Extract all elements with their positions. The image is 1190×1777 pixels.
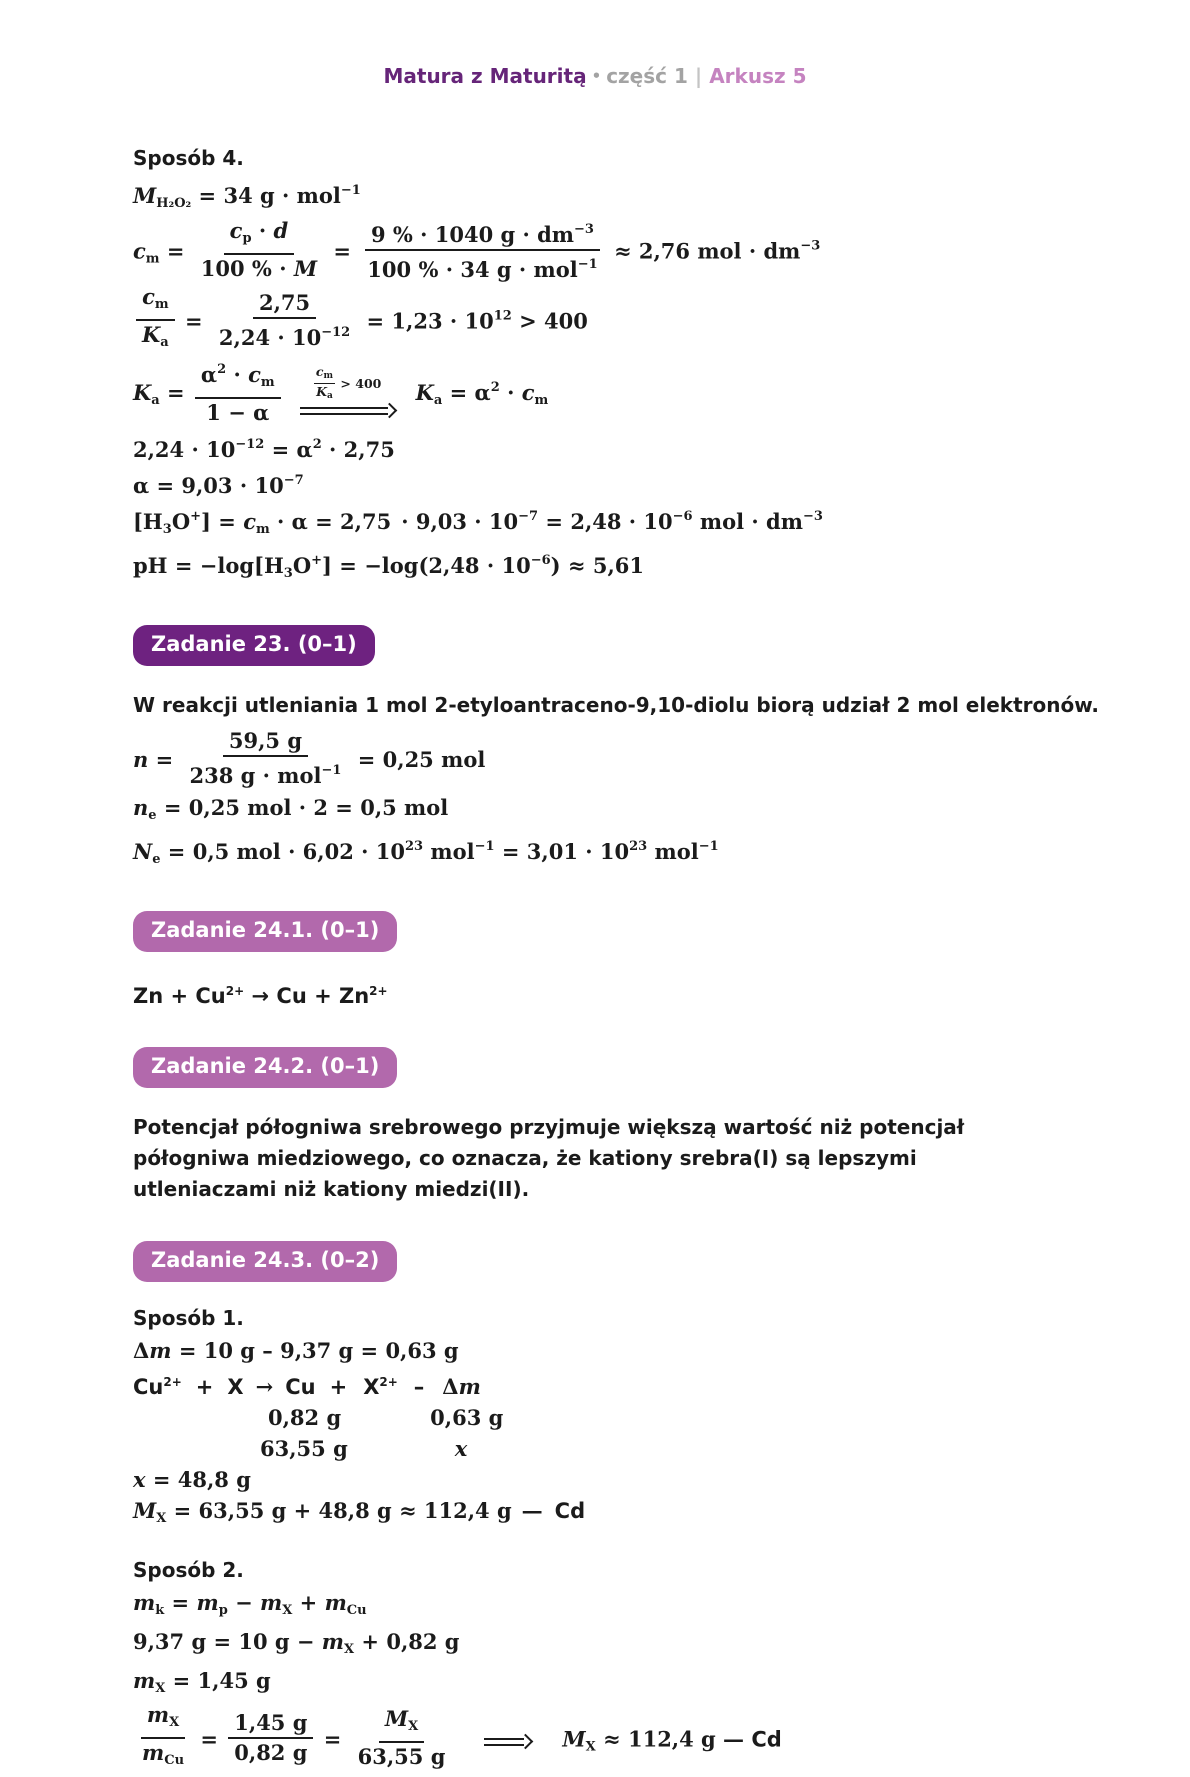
- fraction: [195, 357, 281, 426]
- fraction-numerator: [224, 218, 295, 255]
- fraction-numerator: [253, 290, 316, 319]
- math-subscript: 3: [283, 566, 293, 581]
- chem-text: +: [195, 1375, 214, 1399]
- math-block: [133, 728, 1100, 875]
- math-subscript: X: [585, 1739, 596, 1755]
- fraction-numerator: [141, 1702, 185, 1739]
- math-variable: K: [316, 384, 328, 399]
- math-block: [133, 176, 1100, 589]
- header-sheet-label: Arkusz 5: [709, 64, 807, 88]
- math-text: > 400: [336, 375, 382, 391]
- math-subscript: X: [169, 1715, 180, 1730]
- fraction: [213, 290, 356, 351]
- math-subscript: p: [218, 1603, 228, 1618]
- chem-text: +: [329, 1375, 348, 1399]
- fraction-denominator: [195, 255, 323, 282]
- math-text: −: [227, 1590, 261, 1615]
- math-text: 100 % · 34 g · mol: [367, 257, 578, 282]
- math-text: · 9,03 · 10: [401, 509, 519, 534]
- math-variable: m: [142, 1740, 165, 1765]
- math-text: = 3,01 · 10: [494, 839, 630, 864]
- math-subscript: k: [155, 1603, 165, 1618]
- fraction-denominator: [361, 251, 603, 283]
- math-variable: c: [521, 380, 535, 405]
- math-variable: M: [133, 1498, 157, 1523]
- math-superscript: +: [311, 553, 323, 568]
- math-text: O: [171, 509, 191, 534]
- math-superscript: −7: [283, 473, 304, 488]
- math-text: ·: [251, 218, 274, 243]
- math-text: Δ: [442, 1374, 459, 1399]
- math-text: = 0,25 mol · 2 = 0,5 mol: [156, 795, 449, 820]
- fraction: [184, 728, 348, 789]
- fraction-denominator: [314, 384, 335, 402]
- math-text: 1 − α: [206, 400, 270, 425]
- math-variable: c: [243, 509, 256, 534]
- math-text: 2,24 · 10: [218, 324, 322, 350]
- math-variable: K: [142, 322, 161, 347]
- math-text: = α: [264, 437, 313, 462]
- math-text: 9,37 g = 10 g −: [133, 1629, 322, 1654]
- math-variable: c: [248, 362, 261, 387]
- math-variable: m: [321, 1629, 345, 1654]
- math-text: mol · dm: [692, 509, 803, 534]
- math-subscript: X: [344, 1642, 355, 1657]
- math-line: [133, 1403, 1100, 1433]
- math-superscript: −3: [574, 222, 594, 237]
- header-pipe-divider: |: [694, 64, 703, 88]
- fraction-denominator: [136, 321, 175, 356]
- math-variable: x: [133, 1467, 146, 1492]
- task-badge: Zadanie 23. (0–1): [133, 625, 375, 666]
- method-heading: Sposób 4.: [133, 146, 244, 170]
- fraction-numerator: [195, 357, 281, 399]
- math-text: 59,5 g: [228, 728, 303, 753]
- math-subscript: a: [151, 393, 160, 408]
- math-text: 238 g · mol: [189, 763, 322, 788]
- math-text: = 10 g – 9,37 g = 0,63 g: [171, 1338, 459, 1363]
- math-text: · 2,75: [321, 437, 395, 462]
- math-text: ·: [499, 380, 522, 405]
- page-header: [0, 0, 1190, 88]
- math-superscript: −12: [321, 324, 351, 340]
- fraction: [314, 365, 335, 402]
- math-subscript: e: [148, 808, 157, 823]
- math-line: [133, 832, 1100, 875]
- math-line: [133, 430, 1100, 465]
- math-text: = 2,48 · 10: [538, 509, 673, 534]
- math-line: [133, 360, 1100, 429]
- math-text: = 1,45 g: [165, 1668, 271, 1693]
- math-line: [133, 793, 1100, 831]
- math-variable: M: [133, 183, 157, 208]
- chem-text: –: [413, 1375, 425, 1399]
- math-line: [133, 1336, 1100, 1366]
- chem-text: Cd: [554, 1499, 586, 1523]
- math-text: = 0,5 mol · 6,02 · 10: [160, 839, 405, 864]
- math-superscript: +: [190, 509, 202, 524]
- math-variable: c: [229, 218, 243, 243]
- math-text: α: [200, 362, 218, 387]
- math-line: [133, 1465, 1100, 1495]
- header-bullet-separator: •: [591, 67, 602, 85]
- math-subscript: a: [327, 391, 333, 401]
- math-superscript: −1: [577, 257, 598, 272]
- math-text: =: [159, 380, 192, 405]
- math-text: = 0,25 mol: [350, 747, 486, 772]
- paragraph: W reakcji utleniania 1 mol 2-etyloantraceno-9,10-diolu biorą udział 2 mol elektronów.: [133, 693, 1100, 717]
- math-variable: K: [415, 380, 434, 405]
- math-superscript: 2: [217, 362, 227, 377]
- math-variable: m: [196, 1590, 219, 1615]
- document-content: [0, 88, 1190, 1777]
- math-text: O: [292, 553, 312, 578]
- math-variable: m: [324, 1590, 347, 1615]
- fraction-denominator: [184, 757, 348, 789]
- math-variable: d: [273, 218, 289, 243]
- math-superscript: −1: [698, 839, 719, 854]
- fraction-denominator: [228, 1739, 313, 1766]
- chem-text: Cu: [285, 1375, 316, 1399]
- math-text: 63,55 g: [260, 1436, 348, 1461]
- implies-arrow-with-condition: [300, 365, 396, 416]
- math-superscript: −12: [235, 437, 265, 452]
- chem-text: Cd: [751, 1727, 782, 1752]
- math-text: ≈ 112,4 g —: [595, 1726, 752, 1752]
- fraction-numerator: [228, 1710, 313, 1739]
- math-variable: m: [133, 1590, 156, 1615]
- math-subscript: a: [433, 393, 443, 408]
- math-text: →: [251, 984, 270, 1008]
- math-variable: m: [458, 1374, 481, 1399]
- math-variable: M: [384, 1706, 409, 1731]
- fraction-numerator: [223, 728, 308, 757]
- math-block: [133, 1588, 1100, 1777]
- math-line: [133, 1627, 1100, 1665]
- paragraph: Potencjał półogniwa srebrowego przyjmuje większą wartość niż potencjał półogniwa miedziowego, co oznacza, że kationy srebra(I) są lepszymi utleniaczami niż kationy miedzi(II).: [133, 1115, 965, 1201]
- math-line: [133, 502, 1100, 545]
- fraction-denominator: [136, 1739, 190, 1774]
- chem-text: Cu + Zn: [269, 984, 370, 1008]
- math-text: =: [326, 238, 359, 264]
- chem-superscript: 2+: [379, 1375, 398, 1389]
- math-line: [133, 1588, 1100, 1626]
- math-text: →: [255, 1374, 274, 1399]
- math-superscript: −3: [802, 509, 823, 524]
- math-text: =: [177, 308, 210, 334]
- math-variable: c: [142, 284, 155, 309]
- math-text: mol: [647, 839, 699, 864]
- math-superscript: −6: [672, 509, 693, 524]
- math-superscript: 12: [493, 308, 512, 324]
- math-variable: m: [146, 1702, 170, 1727]
- math-line: [133, 284, 1100, 359]
- math-line: [133, 546, 1100, 589]
- chem-text: Cu: [133, 1375, 164, 1399]
- math-text: = 1,23 · 10: [359, 308, 494, 334]
- math-text: 100 % ·: [200, 256, 294, 281]
- chem-equation: [133, 976, 1100, 1011]
- math-text: 1,45 g: [234, 1710, 308, 1735]
- task-badge-row: [133, 911, 1100, 952]
- brand-title: Matura z Maturitą: [383, 64, 587, 88]
- math-text: =: [148, 747, 181, 772]
- math-subscript: m: [260, 375, 275, 390]
- math-text: = 48,8 g: [145, 1467, 251, 1492]
- math-text: 9 % · 1040 g · dm: [370, 222, 575, 247]
- fraction-numerator: [136, 284, 175, 321]
- fraction: [352, 1706, 452, 1770]
- task-badge-row: [133, 1047, 1100, 1088]
- chem-text: Zn + Cu: [133, 984, 226, 1008]
- double-arrow-icon: [300, 405, 396, 416]
- math-text: ·: [226, 362, 249, 387]
- math-subscript: X: [155, 1681, 166, 1696]
- math-line: [133, 1702, 1100, 1777]
- fraction-numerator: [365, 217, 600, 251]
- math-line: [133, 220, 1100, 286]
- task-badge: Zadanie 24.3. (0–2): [133, 1241, 397, 1282]
- math-superscript: −7: [518, 509, 539, 524]
- fraction: [136, 1702, 190, 1774]
- fraction: [195, 218, 323, 282]
- math-line: [133, 1367, 1100, 1402]
- method-heading: Sposób 2.: [133, 1558, 244, 1582]
- math-line: [133, 1496, 1100, 1534]
- math-subscript: m: [255, 522, 270, 537]
- math-subscript: a: [160, 335, 169, 350]
- math-block: [133, 1336, 1100, 1534]
- task-badge-row: [133, 625, 1100, 666]
- fraction: [136, 284, 175, 356]
- math-text: 63,55 g: [357, 1744, 446, 1769]
- fraction-denominator: [200, 399, 275, 426]
- math-text: [H: [133, 509, 163, 534]
- math-superscript: 23: [405, 839, 424, 854]
- math-text: —: [521, 1498, 543, 1523]
- fraction-numerator: [314, 365, 335, 384]
- math-subscript: 3: [162, 522, 172, 537]
- math-subscript: H₂O₂: [156, 196, 192, 211]
- math-superscript: −1: [340, 183, 361, 198]
- task-badge-row: [133, 1241, 1100, 1282]
- chem-superscript: 2+: [163, 1375, 182, 1389]
- fraction: [228, 1710, 313, 1766]
- math-text: ) ≈ 5,61: [550, 553, 644, 578]
- math-text: = α: [442, 380, 491, 405]
- math-variable: c: [133, 238, 146, 264]
- fraction-denominator: [213, 319, 356, 351]
- math-superscript: −3: [800, 238, 821, 254]
- math-text: +: [292, 1590, 325, 1615]
- math-variable: m: [149, 1338, 172, 1363]
- fraction-numerator: [379, 1706, 424, 1743]
- math-line: [133, 728, 1100, 792]
- math-text: Δ: [133, 1338, 150, 1363]
- math-text: α = 9,03 · 10: [133, 473, 284, 498]
- math-text: · α = 2,75: [269, 509, 392, 534]
- math-variable: m: [133, 1668, 156, 1693]
- math-text: = 34 g · mol: [191, 183, 341, 208]
- math-text: =: [164, 1590, 197, 1615]
- math-variable: x: [454, 1436, 468, 1461]
- math-subscript: Cu: [164, 1753, 185, 1768]
- math-text: 0,82 g: [234, 1740, 308, 1765]
- math-variable: n: [133, 795, 149, 820]
- math-subscript: e: [152, 852, 161, 867]
- math-text: ≈ 2,76 mol · dm: [606, 238, 801, 264]
- math-superscript: −1: [321, 763, 342, 778]
- math-text: =: [193, 1726, 226, 1752]
- math-text: ] = −log(2,48 · 10: [322, 553, 531, 578]
- math-variable: M: [562, 1726, 586, 1752]
- math-text: mol: [423, 839, 475, 864]
- math-variable: c: [315, 364, 324, 380]
- math-text: ] =: [201, 509, 244, 534]
- math-text: 2,75: [258, 289, 311, 315]
- fraction-denominator: [352, 1743, 452, 1770]
- math-text: + 0,82 g: [354, 1629, 460, 1654]
- method-heading: Sposób 1.: [133, 1306, 244, 1330]
- math-superscript: 23: [629, 839, 648, 854]
- chem-superscript: 2+: [369, 984, 388, 998]
- math-variable: m: [260, 1590, 283, 1615]
- math-subscript: m: [534, 393, 549, 408]
- math-subscript: Cu: [346, 1603, 367, 1618]
- task-badge: Zadanie 24.1. (0–1): [133, 911, 397, 952]
- math-variable: M: [293, 256, 318, 281]
- math-superscript: −1: [474, 839, 495, 854]
- math-subscript: X: [408, 1719, 419, 1734]
- fraction: [361, 217, 603, 283]
- math-variable: K: [133, 380, 152, 405]
- math-text: 0,63 g: [430, 1405, 504, 1430]
- chem-superscript: 2+: [225, 984, 245, 998]
- math-text: =: [316, 1726, 349, 1752]
- chem-text: X: [363, 1375, 380, 1399]
- math-line: [133, 1434, 1100, 1464]
- math-text: = 63,55 g + 48,8 g ≈ 112,4 g: [166, 1498, 512, 1523]
- math-subscript: m: [154, 297, 169, 312]
- math-variable: N: [133, 839, 153, 864]
- task-badge: Zadanie 24.2. (0–1): [133, 1047, 397, 1088]
- math-text: 2,24 · 10: [133, 437, 236, 462]
- math-text: > 400: [511, 308, 588, 334]
- math-text: pH = −log[H: [133, 553, 284, 578]
- math-subscript: m: [323, 371, 334, 382]
- math-line: [133, 176, 1100, 219]
- math-superscript: 2: [490, 380, 500, 395]
- math-line: [133, 466, 1100, 501]
- math-text: 0,82 g: [268, 1405, 342, 1430]
- chem-text: X: [227, 1375, 244, 1399]
- math-subscript: m: [145, 251, 160, 267]
- math-subscript: X: [156, 1511, 167, 1526]
- arrow-condition: [314, 365, 381, 402]
- math-subscript: p: [242, 231, 252, 246]
- math-line: [133, 1666, 1100, 1704]
- header-part-label: część 1: [606, 64, 688, 88]
- math-superscript: 2: [312, 437, 322, 452]
- math-text: =: [159, 238, 192, 264]
- math-superscript: −6: [530, 553, 551, 568]
- math-variable: n: [133, 747, 149, 772]
- math-subscript: X: [282, 1603, 293, 1618]
- double-arrow-icon: [484, 1736, 532, 1747]
